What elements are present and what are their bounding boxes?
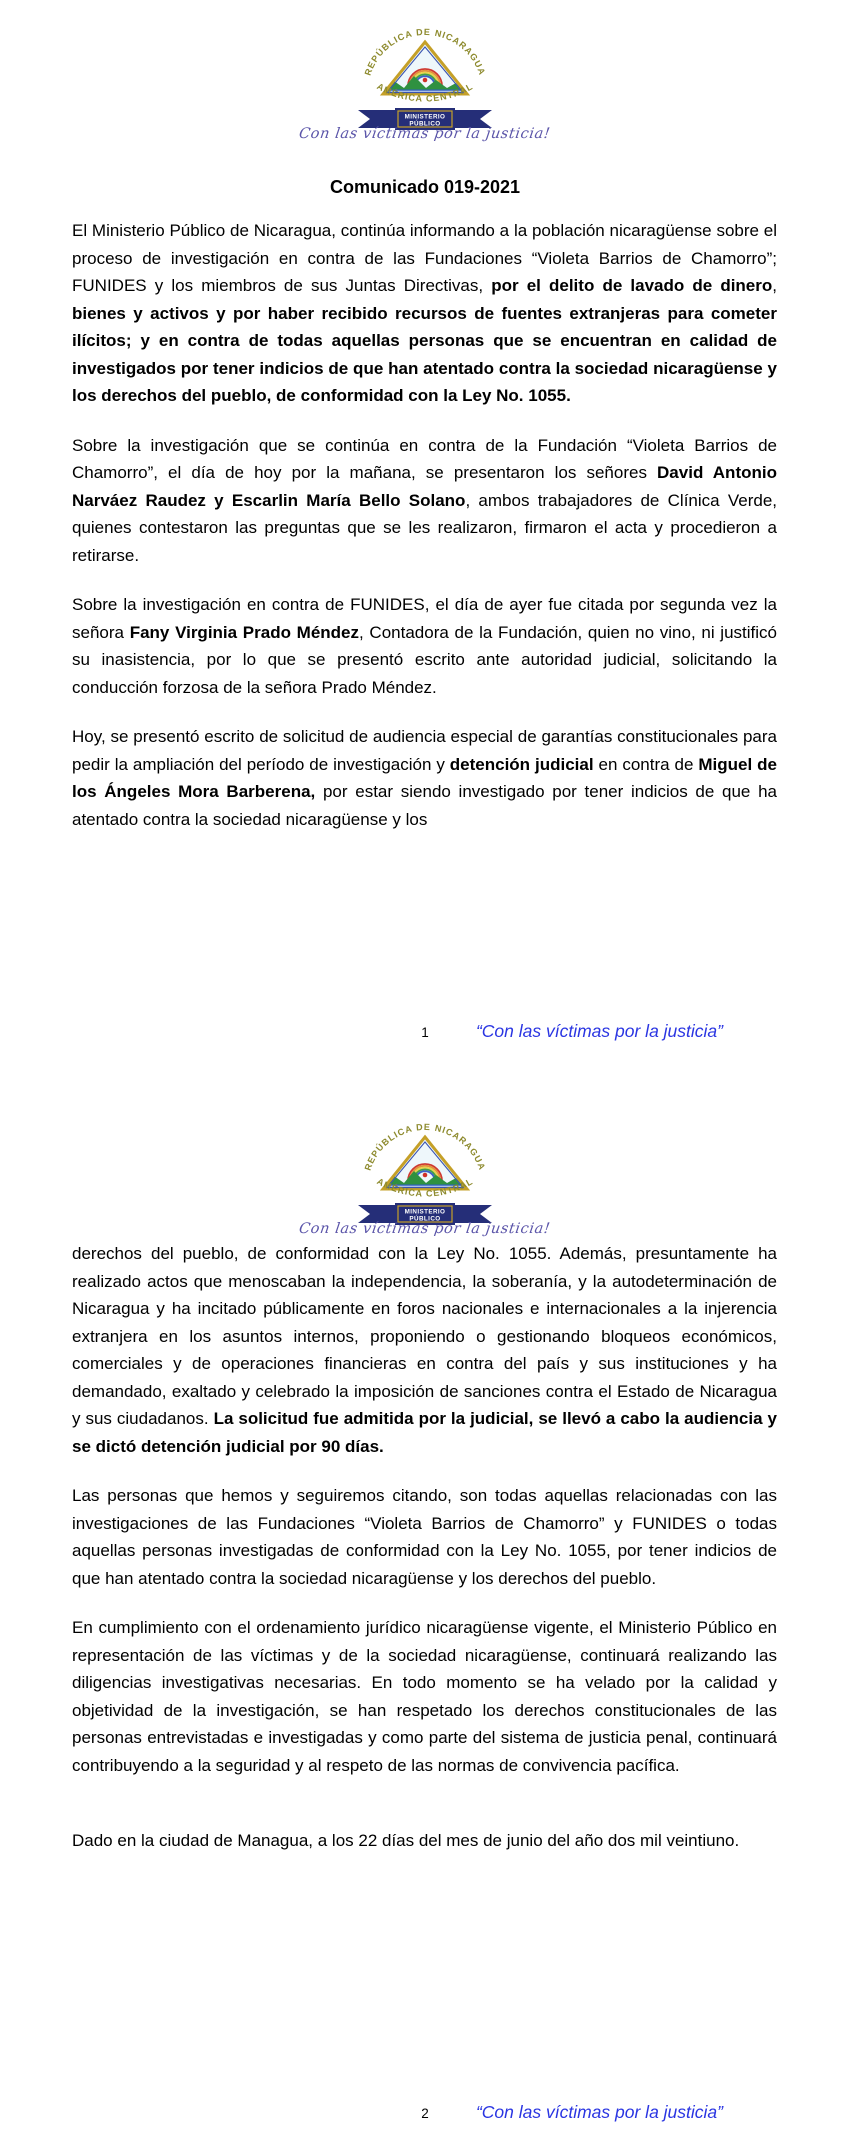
paragraph: Sobre la investigación que se continúa en contra de la Fundación “Violeta Barrios de Chamorro”, el día de hoy por la mañana, se presentaron los señores David Antonio Narváez Raudez y Escarlin María Bello Solano, ambos trabajadores de Clínica Verde, quienes contestaron las preguntas que se les realizaron, firmaron el acta y procedieron a retirarse. [72, 435, 778, 565]
page-2 [0, 1075, 850, 2150]
seal-arc-top-text: REPÚBLICA DE NICARAGUA [362, 1121, 488, 1172]
nicaragua-ministry-seal-icon [350, 1121, 500, 1227]
page-footer [0, 1021, 850, 1045]
seal-script-motto: Con las víctimas por la justicia! [298, 126, 552, 142]
page-number: 1 [421, 1025, 429, 1040]
footer-motto: “Con las víctimas por la justicia” [475, 2102, 723, 2122]
seal-banner-line1: MINISTERIO [404, 1208, 446, 1216]
seal-arc-bottom-text: AMÉRICA CENTRAL [375, 81, 475, 104]
paragraph: Las personas que hemos y seguiremos citando, son todas aquellas relacionadas con las investigaciones de las Fundaciones “Violeta Barrios de Chamorro” y FUNIDES o todas aquellas personas investigadas de conformidad con la Ley No. 1055, por tener indicios de que han atentado contra la sociedad nicaragüense y los derechos del pueblo. [72, 1486, 777, 1588]
ministry-seal-header [0, 0, 850, 143]
seal-arc-bottom-text: AMÉRICA CENTRAL [375, 1176, 475, 1199]
seal-triangle-emblem [380, 1135, 470, 1191]
seal-banner-line1: MINISTERIO [404, 113, 446, 121]
seal-banner-line2: PÚBLICO [409, 120, 441, 128]
paragraph: Sobre la investigación en contra de FUNIDES, el día de ayer fue citada por segunda vez la señora Fany Virginia Prado Méndez, Contadora de la Fundación, quien no vino, ni justificó su inasistencia, por lo que se presentó escrito ante autoridad judicial, solicitando la conducción forzosa de la señora Prado Méndez. [72, 595, 777, 697]
nicaragua-ministry-seal-icon [350, 26, 500, 132]
page-number: 2 [421, 2106, 429, 2121]
paragraph: Dado en la ciudad de Managua, a los 22 días del mes de junio del año dos mil veintiuno. [72, 1831, 740, 1850]
page-body [72, 1240, 777, 1855]
seal-arc-top-text: REPÚBLICA DE NICARAGUA [362, 26, 488, 77]
page-title: Comunicado 019-2021 [329, 177, 521, 197]
seal-banner-line2: PÚBLICO [409, 1215, 441, 1223]
paragraph: El Ministerio Público de Nicaragua, continúa informando a la población nicaragüense sobre el proceso de investigación en contra de las Fundaciones “Violeta Barrios de Chamorro”; FUNIDES y los miembros de sus Juntas Directivas, por el delito de lavado de dinero, bienes y activos y por haber recibido recursos de fuentes extranjeras para cometer ilícitos; y en contra de todas aquellas personas que se encuentran en calidad de investigados por tener indicios de que han atentado contra la sociedad nicaragüense y los derechos del pueblo, de conformidad con la Ley No. 1055. [72, 221, 777, 405]
footer-motto: “Con las víctimas por la justicia” [475, 1021, 723, 1041]
ministry-seal-header [0, 1075, 850, 1238]
paragraph: derechos del pueblo, de conformidad con la Ley No. 1055. Además, presuntamente ha realizado actos que menoscaban la independencia, la soberanía, y la autodeterminación de Nicaragua y ha incitado públicamente en foros nacionales e internacionales a la injerencia extranjera en los asuntos internos, proponiendo o gestionando bloqueos económicos, comerciales y de operaciones financieras en contra del país y sus instituciones y ha demandado, exaltado y celebrado la imposición de sanciones contra el Estado de Nicaragua y sus ciudadanos. La solicitud fue admitida por la judicial, se llevó a cabo la audiencia y se dictó detención judicial por 90 días. [72, 1244, 777, 1456]
page-footer [0, 2102, 850, 2126]
seal-script-motto: Con las víctimas por la justicia! [298, 1221, 552, 1237]
seal-triangle-emblem [380, 40, 470, 96]
paragraph: Hoy, se presentó escrito de solicitud de audiencia especial de garantías constitucionales para pedir la ampliación del período de investigación y detención judicial en contra de Miguel de los Ángeles Mora Barberena, por estar siendo investigado por tener indicios de que ha atentado contra la sociedad nicaragüense y los [72, 727, 777, 829]
paragraph: En cumplimiento con el ordenamiento jurídico nicaragüense vigente, el Ministerio Público en representación de las víctimas y de la sociedad nicaragüense, continuará realizando las diligencias investigativas necesarias. En todo momento se ha velado por la calidad y objetividad de la investigación, se han respetado los derechos constitucionales de las personas entrevistadas e investigadas y como parte del sistema de justicia penal, continuará contribuyendo a la seguridad y al respeto de las normas de convivencia pacífica. [72, 1618, 777, 1775]
page-body [72, 217, 777, 833]
